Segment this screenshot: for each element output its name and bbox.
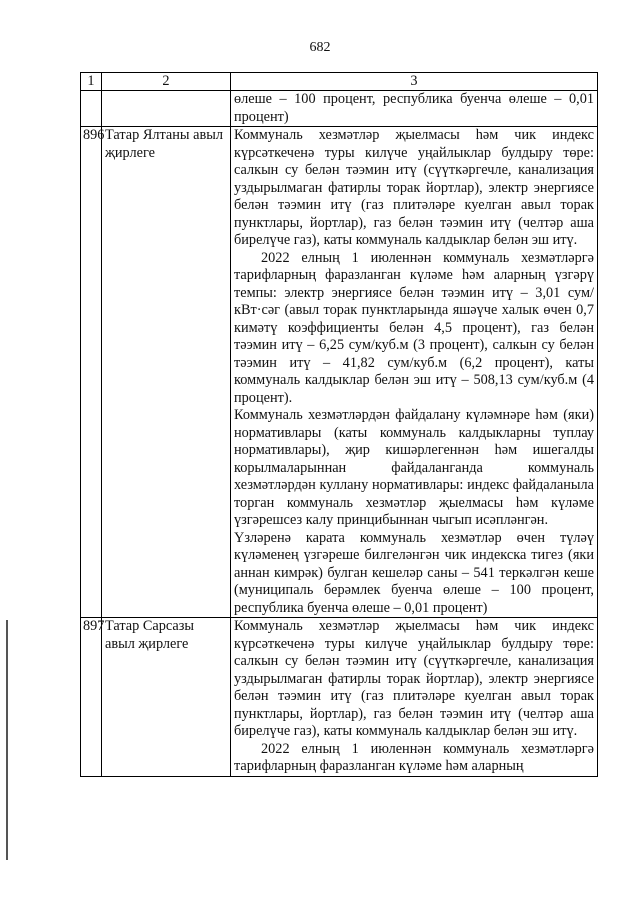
page-number: 682 <box>309 40 331 55</box>
paragraph: Коммуналь хезмәтләр җыелмасы һәм чик индекс күрсәткеченә туры килүче уңайлыклар булдыру төре: салкын су белән тәэмин итү (сүүткәргечле, канализация уздырылмаган фатирлы торак йортлар), электр энергиясе белән тәэмин итү (газ плитәләре куелган авыл торак пунктлары, йортлар), газ белән тәэмин итү (челтәр аша бирелүче газ), каты коммуналь калдыклар белән эш итү. <box>234 618 594 739</box>
paragraph: Коммуналь хезмәтләрдән файдалану күләмнәре һәм (яки) нормативлары (каты коммуналь калдыкларны туплау нормативлары), җир кишәрлегеннән һәм ишегалды корылмаларыннан файдаланганда коммуналь хезмәтләрдән куллану нормативлары: индекс файдаланыла торган коммуналь хезмәтләр җыелмасы һәм күләме үзгәрешсез калу принцибыннан чыгып исәпләнгән. <box>234 407 594 528</box>
table-row <box>81 127 598 618</box>
paragraph: Үзләренә карата коммуналь хезмәтләр өчен түләү күләменең үзгәреше билгеләнгән чик индекска тигез (яки аннан кимрәк) булган кешеләр саны – 541 теркәлгән кеше (муниципаль берәмлек буенча өлеше – 100 процент, республика буенча өлеше – 0,01 процент) <box>234 529 594 616</box>
table-row <box>81 91 598 127</box>
column-header-3: 3 <box>231 73 598 91</box>
column-header-1: 1 <box>81 73 102 91</box>
table-row <box>81 618 598 777</box>
paragraph: 2022 елның 1 июленнән коммуналь хезмәтләргә тарифларның фаразланган күләме һәм аларның үзгәрү темпы: электр энергиясе белән тәэмин итү – 3,01 сум/кВт·сәг (авыл торак пунктларында яшәүче халык өчен 0,7 кимәтү коэффициенты белән 4,5 процент), газ белән тәэмин итү – 6,25 сум/куб.м (3 процент), салкын су белән тәэмин итү – 41,82 сум/куб.м (6,2 процент), каты коммуналь калдыклар белән эш итү – 508,13 сум/куб.м (4 процент). <box>234 249 594 406</box>
settlement-name: Татар Ялтаны авыл җирлеге <box>102 127 231 618</box>
row-text <box>231 618 598 777</box>
paragraph: өлеше – 100 процент, республика буенча өлеше – 0,01 процент) <box>234 91 594 125</box>
paragraph: 2022 елның 1 июленнән коммуналь хезмәтләргә тарифларның фаразланган күләме һәм аларның <box>234 740 594 774</box>
settlement-name: Татар Сарсазы авыл җирлеге <box>102 618 231 777</box>
row-number <box>81 91 102 127</box>
row-text <box>231 127 598 618</box>
row-number: 896 <box>81 127 102 618</box>
table-header-row <box>81 73 598 91</box>
paragraph: Коммуналь хезмәтләр җыелмасы һәм чик индекс күрсәткеченә туры килүче уңайлыклар булдыру төре: салкын су белән тәэмин итү (сүүткәргечле, канализация уздырылмаган фатирлы торак йортлар), электр энергиясе белән тәэмин итү (газ плитәләре куелган авыл торак пунктлары, йортлар), газ белән тәэмин итү (челтәр аша бирелүче газ), каты коммуналь калдыклар белән эш итү. <box>234 127 594 248</box>
tariff-table <box>80 72 598 777</box>
row-number: 897 <box>81 618 102 777</box>
settlement-name <box>102 91 231 127</box>
column-header-2: 2 <box>102 73 231 91</box>
margin-rule <box>6 620 8 860</box>
row-text <box>231 91 598 127</box>
